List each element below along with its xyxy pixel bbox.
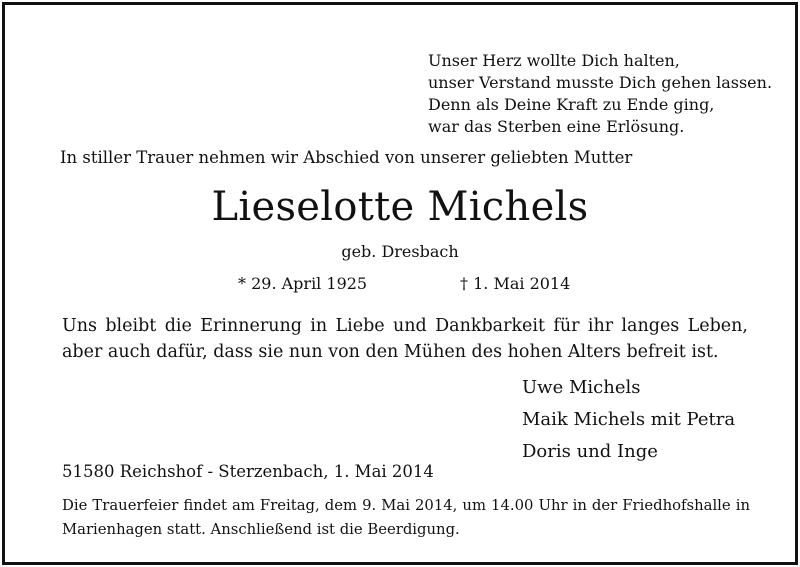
family-signatures — [522, 372, 735, 468]
poem — [428, 50, 772, 138]
funeral-notice — [62, 494, 750, 542]
notice-line: Die Trauerfeier findet am Freitag, dem 9. Mai 2014, um 14.00 Uhr in der Friedhofshalle in — [62, 497, 750, 514]
birth-date: * 29. April 1925 — [238, 274, 368, 293]
intro-text: In stiller Trauer nehmen wir Abschied von unserer geliebten Mutter — [60, 148, 633, 167]
death-date: † 1. Mai 2014 — [460, 274, 571, 293]
place-date: 51580 Reichshof - Sterzenbach, 1. Mai 2014 — [62, 462, 434, 481]
memorial-message — [62, 313, 748, 365]
family-member: Doris und Inge — [522, 441, 658, 462]
family-member: Uwe Michels — [522, 377, 641, 398]
notice-line: Marienhagen statt. Anschließend ist die Beerdigung. — [62, 521, 460, 538]
poem-line: unser Verstand musste Dich gehen lassen. — [428, 73, 773, 92]
poem-line: Denn als Deine Kraft zu Ende ging, — [428, 95, 715, 114]
family-member: Maik Michels mit Petra — [522, 409, 736, 430]
poem-line: Unser Herz wollte Dich halten, — [428, 51, 680, 70]
poem-line: war das Sterben eine Erlösung. — [428, 117, 685, 136]
message-line: aber auch dafür, dass sie nun von den Mühen des hohen Alters befreit ist. — [62, 342, 719, 362]
deceased-name: Lieselotte Michels — [211, 184, 589, 230]
message-line: Uns bleibt die Erinnerung in Liebe und Dankbarkeit für ihr langes Leben, — [62, 316, 748, 336]
maiden-name: geb. Dresbach — [341, 242, 459, 261]
